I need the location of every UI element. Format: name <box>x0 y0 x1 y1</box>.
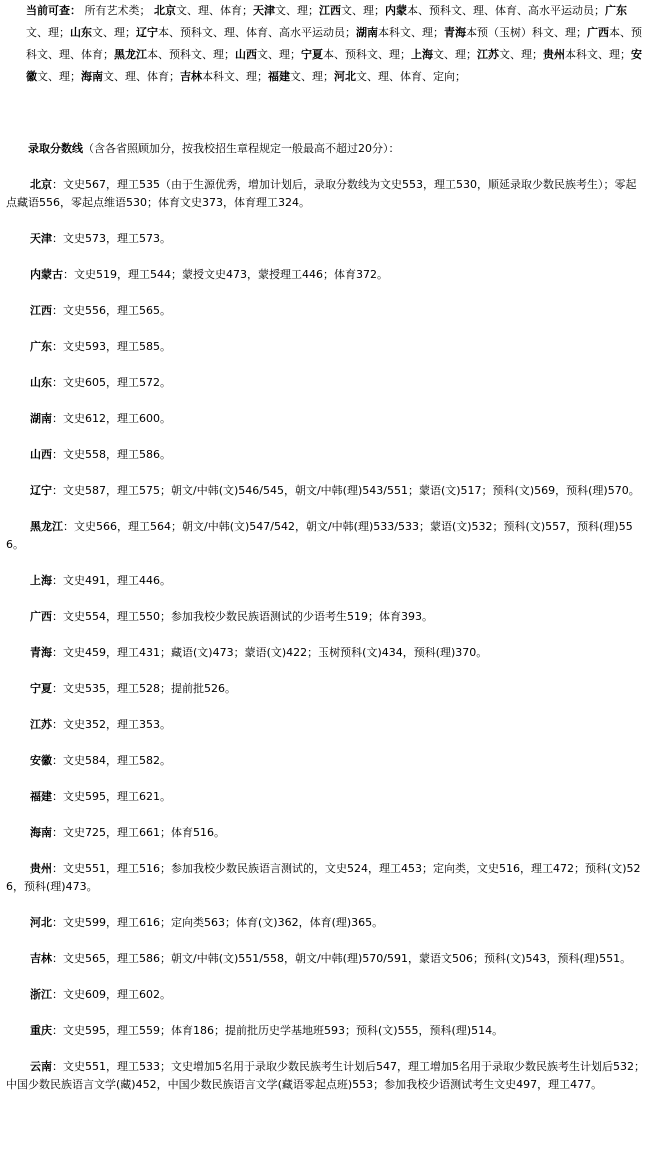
header-province-detail: 文、理； <box>341 4 385 17</box>
score-entry <box>6 716 646 734</box>
score-entries-list <box>6 176 646 1094</box>
province-scores: ：文史352，理工353。 <box>52 718 171 731</box>
header-province-detail: 文、理； <box>290 70 334 83</box>
province-scores: ：文史554，理工550；参加我校少数民族语测试的少语考生519；体育393。 <box>52 610 433 623</box>
header-province-name: 贵州 <box>543 48 565 61</box>
header-province-detail: 所有艺术类； <box>84 4 154 17</box>
province-scores: ：文史609，理工602。 <box>52 988 171 1001</box>
province-name: 福建 <box>30 790 52 803</box>
header-province-name: 广东 <box>605 4 627 17</box>
province-scores: ：文史535，理工528；提前批526。 <box>52 682 236 695</box>
province-name: 吉林 <box>30 952 52 965</box>
header-province-detail: 本预（玉树）科文、理； <box>466 26 587 39</box>
province-name: 山西 <box>30 448 52 461</box>
province-scores: ：文史558，理工586。 <box>52 448 171 461</box>
score-entry <box>6 824 646 842</box>
header-province-detail: 本、预科文、理、体育、高水平运动员； <box>407 4 605 17</box>
header-province-name: 河北 <box>334 70 356 83</box>
header-province-name: 青海 <box>444 26 466 39</box>
score-entry <box>6 644 646 662</box>
header-province-detail: 文、理、体育； <box>176 4 253 17</box>
score-entry <box>6 374 646 392</box>
header-province-detail: 本、预科文、理； <box>147 48 235 61</box>
header-province-detail: 本科文、理； <box>565 48 631 61</box>
province-scores: ：文史565，理工586；朝文/中韩(文)551/558，朝文/中韩(理)570/591，蒙语文506；预科(文)543，预科(理)551。 <box>52 952 632 965</box>
header-province-name: 北京 <box>154 4 176 17</box>
score-entry <box>6 986 646 1004</box>
province-scores: ：文史612，理工600。 <box>52 412 171 425</box>
header-province-name: 内蒙 <box>385 4 407 17</box>
province-name: 河北 <box>30 916 52 929</box>
province-scores: ：文史519，理工544；蒙授文史473，蒙授理工446；体育372。 <box>63 268 388 281</box>
header-province-detail: 本、预科文、理； <box>323 48 411 61</box>
header-province-name: 江苏 <box>477 48 499 61</box>
province-scores: ：文史551，理工516；参加我校少数民族语言测试的，文史524，理工453；定向类，文史516，理工472；预科(文)526，预科(理)473。 <box>6 862 641 893</box>
score-section-note: （含各省照顾加分，按我校招生章程规定一般最高不超过20分）： <box>83 142 400 155</box>
province-name: 湖南 <box>30 412 52 425</box>
header-province-detail: 文、理； <box>275 4 319 17</box>
score-entry <box>6 950 646 968</box>
score-entry <box>6 446 646 464</box>
province-name: 贵州 <box>30 862 52 875</box>
header-province-name: 吉林 <box>180 70 202 83</box>
header-province-name: 辽宁 <box>136 26 158 39</box>
header-province-detail: 本科文、理； <box>378 26 444 39</box>
header-province-detail: 文、理； <box>257 48 301 61</box>
header-province-detail: 本、预科文、理、体育、高水平运动员； <box>158 26 356 39</box>
score-entry <box>6 788 646 806</box>
score-entry <box>6 176 646 212</box>
score-entry <box>6 302 646 320</box>
header-province-name: 广西 <box>587 26 609 39</box>
province-scores: ：文史551，理工533；文史增加5名用于录取少数民族考生计划后547，理工增加5名用于录取少数民族考生计划后532；中国少数民族语言文学(藏)452，中国少数民族语言文学(藏语零起点班)553；参加我校少语测试考生文史497，理工477。 <box>6 1060 645 1091</box>
province-scores: ：文史593，理工585。 <box>52 340 171 353</box>
province-name: 浙江 <box>30 988 52 1001</box>
header-province-name: 山西 <box>235 48 257 61</box>
province-scores: ：文史459，理工431；藏语(文)473；蒙语(文)422；玉树预科(文)434，预科(理)370。 <box>52 646 488 659</box>
province-scores: ：文史556，理工565。 <box>52 304 171 317</box>
province-scores: ：文史725，理工661；体育516。 <box>52 826 225 839</box>
header-province-name: 宁夏 <box>301 48 323 61</box>
header-province-name: 福建 <box>268 70 290 83</box>
province-name: 重庆 <box>30 1024 52 1037</box>
province-name: 北京 <box>30 178 52 191</box>
province-name: 云南 <box>30 1060 52 1073</box>
header-province-detail: 文、理、体育、定向； <box>356 70 466 83</box>
province-name: 天津 <box>30 232 52 245</box>
available-provinces-line <box>6 0 646 88</box>
score-entry <box>6 1022 646 1040</box>
score-entry <box>6 752 646 770</box>
header-province-name: 安徽 <box>26 48 642 83</box>
province-name: 青海 <box>30 646 52 659</box>
score-entry <box>6 914 646 932</box>
province-name: 江苏 <box>30 718 52 731</box>
header-province-detail: 文、理； <box>92 26 136 39</box>
header-province-name: 上海 <box>411 48 433 61</box>
available-label: 当前可查： <box>26 4 81 17</box>
province-name: 安徽 <box>30 754 52 767</box>
province-scores: ：文史595，理工621。 <box>52 790 171 803</box>
score-entry <box>6 572 646 590</box>
score-entry <box>6 608 646 626</box>
score-section-heading <box>6 140 646 158</box>
header-province-name: 江西 <box>319 4 341 17</box>
province-scores: ：文史567，理工535（由于生源优秀，增加计划后，录取分数线为文史553，理工530，顺延录取少数民族考生）；零起点藏语556，零起点维语530；体育文史373，体育理工324。 <box>6 178 637 209</box>
header-province-detail: 本、预科文、理、体育； <box>26 26 642 61</box>
province-scores: ：文史599，理工616；定向类563；体育(文)362，体育(理)365。 <box>52 916 384 929</box>
province-name: 上海 <box>30 574 52 587</box>
score-entry <box>6 338 646 356</box>
header-province-name: 山东 <box>70 26 92 39</box>
province-scores: ：文史587，理工575；朝文/中韩(文)546/545，朝文/中韩(理)543/551；蒙语(文)517；预科(文)569，预科(理)570。 <box>52 484 640 497</box>
province-name: 江西 <box>30 304 52 317</box>
score-entry <box>6 1058 646 1094</box>
province-scores: ：文史566，理工564；朝文/中韩(文)547/542，朝文/中韩(理)533/533；蒙语(文)532；预科(文)557，预科(理)556。 <box>6 520 633 551</box>
province-scores: ：文史491，理工446。 <box>52 574 171 587</box>
score-entry <box>6 230 646 248</box>
province-name: 广东 <box>30 340 52 353</box>
score-section-title: 录取分数线 <box>28 142 83 155</box>
header-province-detail: 文、理； <box>433 48 477 61</box>
header-province-name: 湖南 <box>356 26 378 39</box>
score-entry <box>6 482 646 500</box>
province-scores: ：文史573，理工573。 <box>52 232 171 245</box>
province-scores: ：文史584，理工582。 <box>52 754 171 767</box>
header-province-detail: 本科文、理； <box>202 70 268 83</box>
header-province-detail: 文、理、体育； <box>103 70 180 83</box>
province-scores: ：文史605，理工572。 <box>52 376 171 389</box>
header-province-detail: 文、理； <box>26 26 70 39</box>
province-name: 内蒙古 <box>30 268 63 281</box>
spacer <box>6 88 646 140</box>
score-entry <box>6 680 646 698</box>
score-entry <box>6 860 646 896</box>
header-province-name: 海南 <box>81 70 103 83</box>
province-name: 辽宁 <box>30 484 52 497</box>
score-entry <box>6 518 646 554</box>
score-entry <box>6 266 646 284</box>
province-name: 宁夏 <box>30 682 52 695</box>
header-province-name: 黑龙江 <box>114 48 147 61</box>
score-entry <box>6 410 646 428</box>
header-province-detail: 文、理； <box>499 48 543 61</box>
province-name: 黑龙江 <box>30 520 63 533</box>
province-name: 海南 <box>30 826 52 839</box>
header-province-name: 天津 <box>253 4 275 17</box>
province-scores: ：文史595，理工559；体育186；提前批历史学基地班593；预科(文)555，预科(理)514。 <box>52 1024 504 1037</box>
province-name: 山东 <box>30 376 52 389</box>
header-province-detail: 文、理； <box>37 70 81 83</box>
province-name: 广西 <box>30 610 52 623</box>
